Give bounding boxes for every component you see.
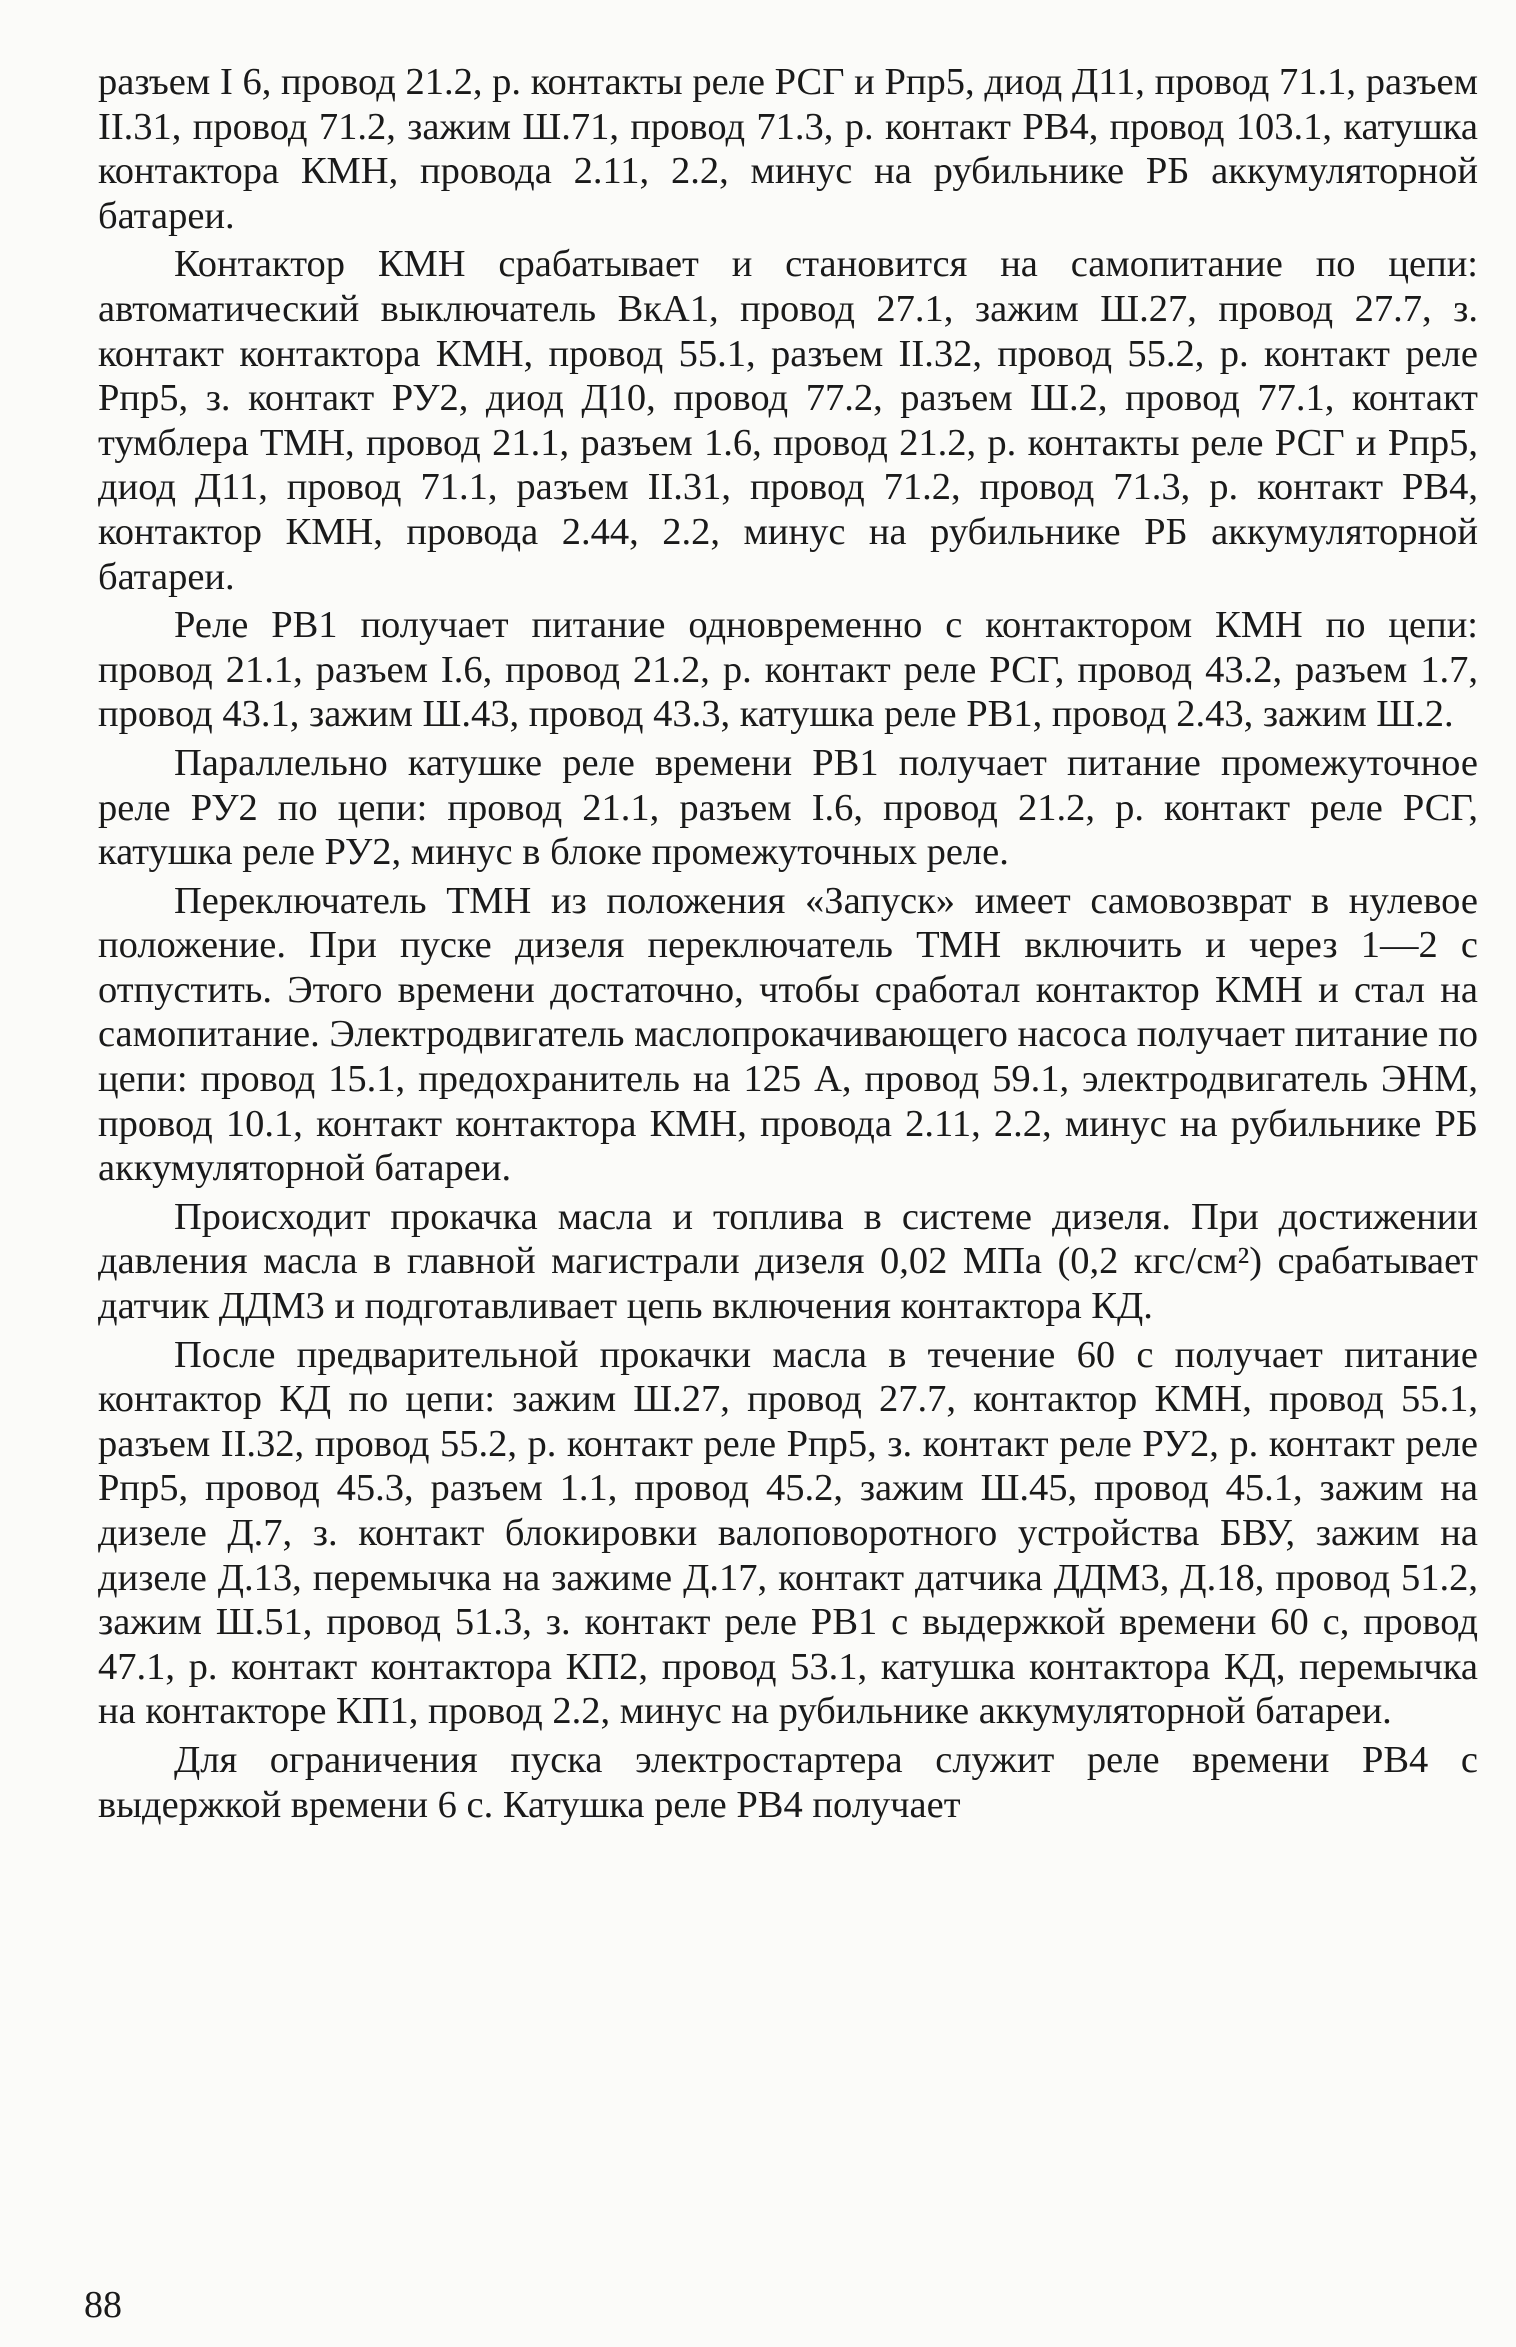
- paragraph-2: Контактор КМН срабатывает и становится на самопитание по цепи: автоматический выключатель ВкА1, провод 27.1, зажим Ш.27, провод 27.7, з. контакт контактора КМН, провод 55.1, разъем II.32, провод 55.2, р. контакт реле Рпр5, з. контакт РУ2, диод Д10, провод 77.2, разъем Ш.2, провод 77.1, контакт тумблера ТМН, провод 21.1, разъем 1.6, провод 21.2, р. контакты реле РСГ и Рпр5, диод Д11, провод 71.1, разъем II.31, провод 71.2, провод 71.3, р. контакт РВ4, контактор КМН, провода 2.44, 2.2, минус на рубильнике РБ аккумуляторной батареи.: [98, 243, 1478, 598]
- paragraph-8: Для ограничения пуска электростартера служит реле времени РВ4 с выдержкой времени 6 с. Катушка реле РВ4 получает: [98, 1738, 1478, 1826]
- paragraph-1: разъем I 6, провод 21.2, р. контакты реле РСГ и Рпр5, диод Д11, провод 71.1, разъем II.31, провод 71.2, зажим Ш.71, провод 71.3, р. контакт РВ4, провод 103.1, катушка контактора КМН, провода 2.11, 2.2, минус на рубильнике РБ аккумуляторной батареи.: [98, 61, 1478, 237]
- page-number: 88: [84, 2284, 122, 2326]
- paragraph-6: Происходит прокачка масла и топлива в системе дизеля. При достижении давления масла в главной магистрали дизеля 0,02 МПа (0,2 кгс/см²) срабатывает датчик ДДМ3 и подготавливает цепь включения контактора КД.: [98, 1195, 1478, 1328]
- paragraph-5: Переключатель ТМН из положения «Запуск» имеет самовозврат в нулевое положение. При пуске дизеля переключатель ТМН включить и через 1—2 с отпустить. Этого времени достаточно, чтобы сработал контактор КМН и стал на самопитание. Электродвигатель маслопрокачивающего насоса получает питание по цепи: провод 15.1, предохранитель на 125 А, провод 59.1, электродвигатель ЭНМ, провод 10.1, контакт контактора КМН, провода 2.11, 2.2, минус на рубильнике РБ аккумуляторной батареи.: [98, 879, 1478, 1190]
- paragraph-3: Реле РВ1 получает питание одновременно с контактором КМН по цепи: провод 21.1, разъем I.6, провод 21.2, р. контакт реле РСГ, провод 43.2, разъем 1.7, провод 43.1, зажим Ш.43, провод 43.3, катушка реле РВ1, провод 2.43, зажим Ш.2.: [98, 604, 1478, 736]
- paragraph-4: Параллельно катушке реле времени РВ1 получает питание промежуточное реле РУ2 по цепи: провод 21.1, разъем I.6, провод 21.2, р. контакт реле РСГ, катушка реле РУ2, минус в блоке промежуточных реле.: [98, 741, 1478, 874]
- body-text: [98, 60, 1478, 1827]
- paragraph-7: После предварительной прокачки масла в течение 60 с получает питание контактор КД по цепи: зажим Ш.27, провод 27.7, контактор КМН, провод 55.1, разъем II.32, провод 55.2, р. контакт реле Рпр5, з. контакт реле РУ2, р. контакт реле Рпр5, провод 45.3, разъем 1.1, провод 45.2, зажим Ш.45, провод 45.1, зажим на дизеле Д.7, з. контакт блокировки валоповоротного устройства БВУ, зажим на дизеле Д.13, перемычка на зажиме Д.17, контакт датчика ДДМ3, Д.18, провод 51.2, зажим Ш.51, провод 51.3, з. контакт реле РВ1 с выдержкой времени 60 с, провод 47.1, р. контакт контактора КП2, провод 53.1, катушка контактора КД, перемычка на контакторе КП1, провод 2.2, минус на рубильнике аккумуляторной батареи.: [98, 1333, 1478, 1733]
